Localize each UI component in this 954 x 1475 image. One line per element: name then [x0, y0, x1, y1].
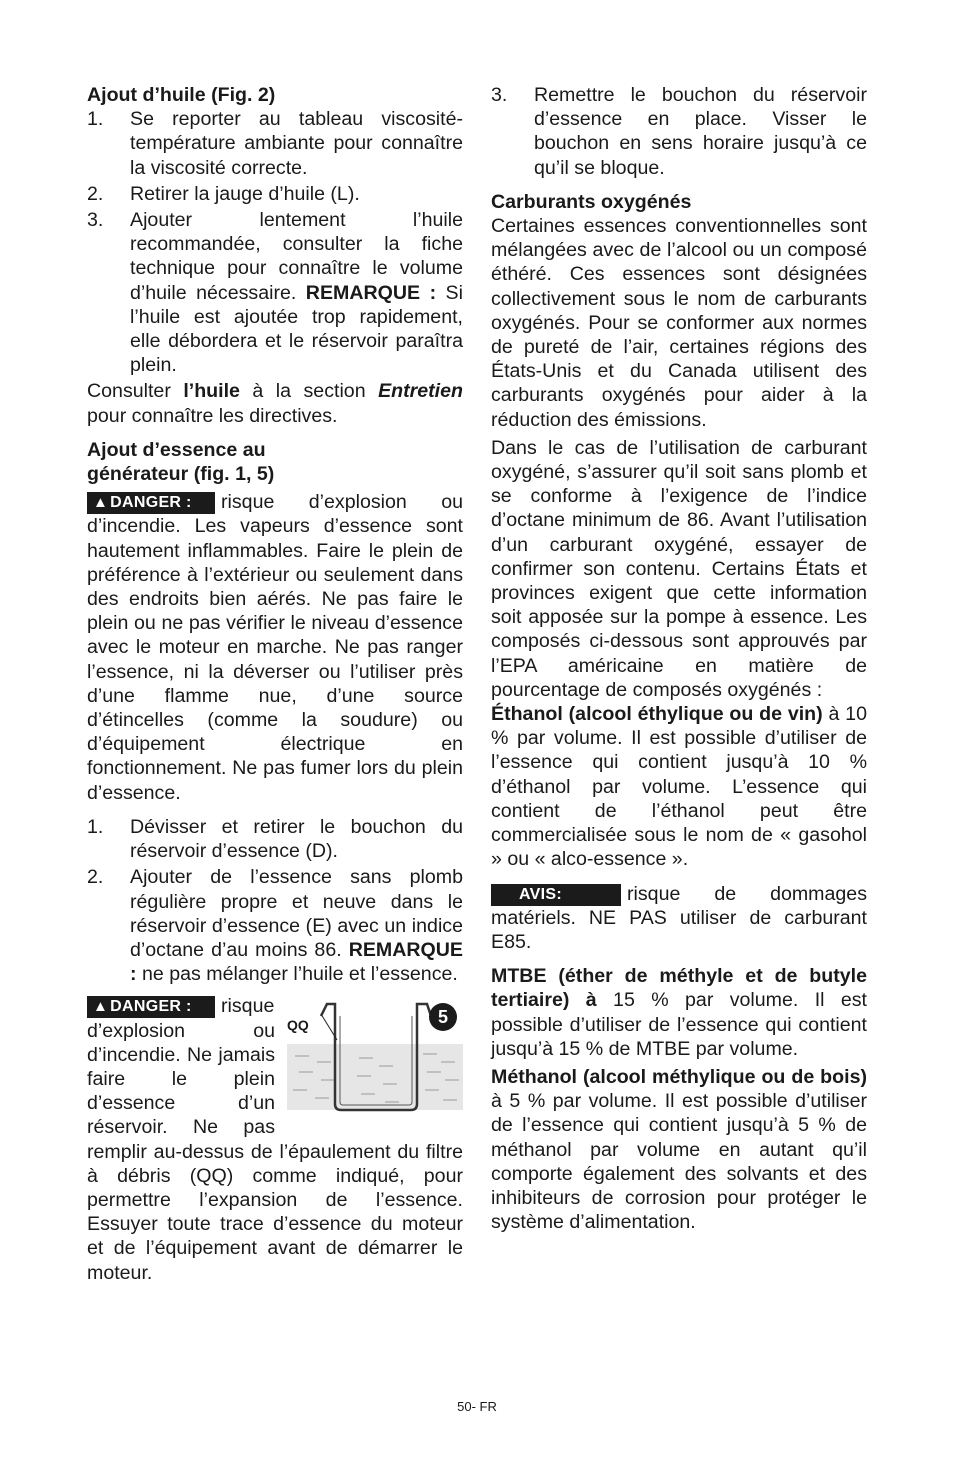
figure-number: 5: [437, 1007, 449, 1028]
step-text: Ajouter lentement l’huile recommandée, consulter la fiche technique pour connaître le volume d’huile nécessaire.: [130, 209, 463, 304]
left-column: [87, 83, 463, 1285]
methanol-label: Méthanol (alcool méthylique ou de bois): [491, 1065, 867, 1088]
avis-label: AVIS:: [519, 885, 562, 903]
step-number: 3.: [491, 84, 508, 106]
danger-badge: [87, 996, 215, 1018]
step-number: 1.: [87, 108, 104, 131]
consult-mid: à la section: [239, 380, 379, 403]
step-number: 3.: [87, 209, 104, 232]
consult-pre: Consulter: [87, 380, 184, 403]
danger-text: risque d’explosion ou d’incendie. Les vapeurs d’essence sont hautement inflammables. Faire le plein de préférence à l’extérieur ou seulement dans des endroits bien aérés. Ne pas faire le plein ou ne pas vérifier le niveau d’essence avec le moteur en marche. Ne pas ranger l’essence, ni la déverser ou l’utiliser près d’une flamme nue, d’une source d’étincelles (comme la soudure) ou d’équipement électrique en fonctionnement. Ne pas fumer lors du plein d’essence.: [87, 491, 463, 804]
fuel-heading-line-1: Ajout d’essence au: [87, 438, 266, 461]
right-column: [491, 83, 867, 1234]
step-text: Dévisser et retirer le bouchon du réservoir d’essence (D).: [130, 815, 463, 863]
right-shoulder: [417, 1004, 431, 1016]
warning-triangle-icon: ▲: [93, 998, 109, 1016]
oxygenated-paragraph-2: Dans le cas de l’utilisation de carburant oxygéné, s’assurer qu’il soit sans plomb et se conforme à l’exigence de l’indice d’octane minimum de 86. Avant l’utilisation d’un carburant oxygéné, essayer de confirmer son contenu. Certains États et provinces exigent que cette information soit apposée sur la pompe à essence. Les composés ci-dessous sont approuvés par l’EPA américaine en matière de pourcentage de composés oxygénés :: [491, 436, 867, 701]
figure-label: QQ: [287, 1017, 309, 1034]
page-number: 50- FR: [457, 1399, 497, 1414]
note-text: Si l’huile est ajoutée trop rapidement, elle débordera et le réservoir paraîtra plein.: [130, 281, 463, 377]
mtbe-label: MTBE (éther de méthyle et de butyle tertiaire) à: [491, 965, 867, 1012]
mtbe-paragraph: [491, 964, 867, 1061]
warning-triangle-icon: ▲: [93, 494, 109, 512]
list-item: [87, 865, 463, 986]
note-text: ne pas mélanger l’huile et l’essence.: [136, 963, 458, 986]
ethanol-text: à 10 % par volume. Il est possible d’utiliser de l’essence qui contient jusqu’à 10 % d’éthanol par volume. L’essence qui contient de l’éthanol peut être commercialisée sous le nom de « gasohol » ou « alco-essence ».: [491, 703, 867, 871]
danger-label: DANGER :: [110, 998, 192, 1016]
avis-paragraph: [491, 882, 867, 955]
danger-paragraph-1: [87, 490, 463, 805]
fuel-steps: [87, 815, 463, 986]
consult-post: pour connaître les directives.: [87, 404, 338, 427]
step-text: Remettre le bouchon du réservoir d’essence en place. Visser le bouchon en sens horaire jusqu’à ce qu’il se bloque.: [534, 84, 867, 179]
step-text: Ajouter de l’essence sans plomb régulière propre et neuve dans le réservoir d’essence (E) avec un indice d’octane d’au moins 86.: [130, 866, 463, 961]
note-label: REMARQUE :: [130, 938, 463, 986]
methanol-text: à 5 % par volume. Il est possible d’utiliser de l’essence qui contient jusqu’à 5 % de méthanol par volume en autant qu’il comporte également des solvants et des inhibiteurs de corrosion pour protéger le système d’alimentation.: [491, 1090, 867, 1234]
step-text: Se reporter au tableau viscosité-température ambiante pour connaître la viscosité correcte.: [130, 108, 463, 179]
mtbe-text: 15 % par volume. Il est possible d’utiliser de l’essence qui contient jusqu’à 15 % de MTBE par volume.: [491, 989, 867, 1060]
consult-bold: l’huile: [183, 380, 240, 403]
list-item: [87, 815, 463, 863]
ethanol-label: Éthanol (alcool éthylique ou de vin): [491, 703, 823, 726]
step-number: 2.: [87, 866, 104, 889]
list-item: [491, 83, 867, 180]
fuel-tank-diagram: [287, 1000, 463, 1115]
fuel-heading-line-2: générateur (fig. 1, 5): [87, 463, 275, 486]
methanol-paragraph: [491, 1065, 867, 1234]
fuel-steps-continued: [491, 83, 867, 180]
consult-paragraph: [87, 379, 463, 427]
figure-5: [287, 1000, 463, 1115]
danger-label: DANGER :: [110, 494, 192, 512]
list-item: [87, 208, 463, 377]
left-shoulder: [321, 1004, 335, 1016]
avis-badge: [491, 884, 621, 906]
ethanol-paragraph: [491, 702, 867, 871]
danger-paragraph-2-wrap: [87, 994, 463, 1284]
oil-steps: [87, 107, 463, 377]
oil-heading: Ajout d’huile (Fig. 2): [87, 84, 276, 106]
danger-badge: [87, 492, 215, 514]
danger-paragraph-2: [87, 994, 463, 1284]
list-item: [87, 107, 463, 180]
oxygenated-fuels-heading: Carburants oxygénés: [491, 190, 692, 213]
step-number: 1.: [87, 815, 104, 838]
step-number: 2.: [87, 182, 104, 205]
note-label: REMARQUE :: [305, 281, 437, 304]
oxygenated-paragraph-1: Certaines essences conventionnelles sont mélangées avec de l’alcool ou un composé éthéré. Ces essences sont désignées collectivement sous le nom de carburants oxygénés. Pour se conformer aux normes de pureté de l’air, certaines régions des États-Unis et du Canada utilisent des carburants oxygénés pour aider à la réduction des émissions.: [491, 215, 867, 431]
avis-text: risque de dommages matériels. NE PAS utiliser de carburant E85.: [491, 882, 867, 953]
consult-section-name: Entretien: [378, 380, 463, 403]
list-item: [87, 182, 463, 206]
step-text: Retirer la jauge d’huile (L).: [130, 182, 360, 205]
danger-text: risque d’explosion ou d’incendie. Ne jamais faire le plein d’essence d’un réservoir. Ne pas remplir au-dessus de l’épaulement du filtre à débris (QQ) comme indiqué, pour permettre l’expansion de l’essence. Essuyer toute trace d’essence du moteur et de l’équipement avant de démarrer le moteur.: [87, 995, 463, 1284]
